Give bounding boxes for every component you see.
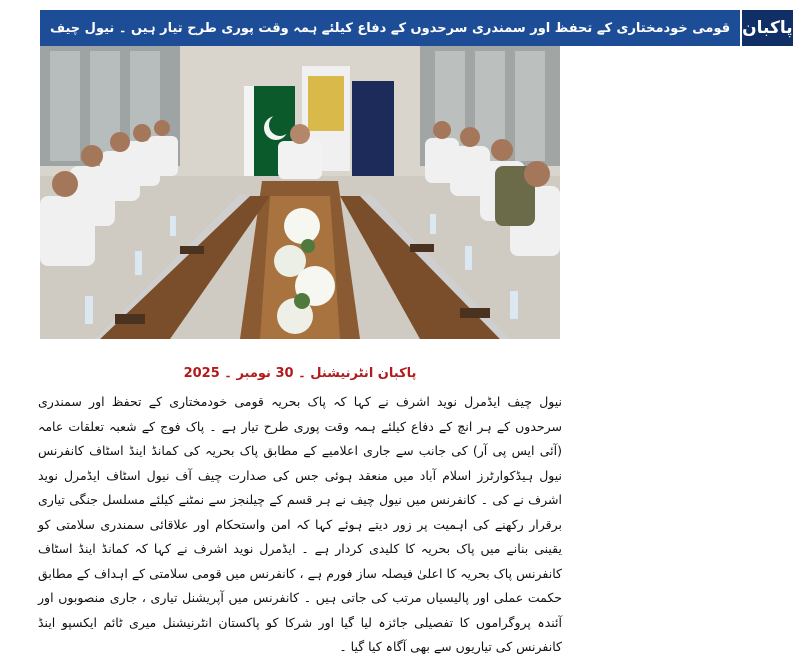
headline-text: قومی خودمختاری کے تحفظ اور سمندری سرحدوں کے دفاع کیلئے ہمہ وقت پوری طرح تیار ہیں ۔ نیول چیف — [40, 10, 740, 46]
naval-conference-photo — [40, 46, 560, 339]
news-photo — [40, 46, 560, 339]
headline-banner — [40, 10, 793, 46]
dateline: پاکبان انٹرنیشنل ۔ 30 نومبر ۔ 2025 — [183, 366, 417, 381]
brand-logo: پاکبان — [740, 10, 793, 46]
article-body: نیول چیف ایڈمرل نوید اشرف نے کہا کہ پاک بحریہ قومی خودمختاری کے تحفظ اور سمندری سرحدوں کے ہر انچ کے دفاع کیلئے ہمہ وقت پوری طرح تیار ہے ۔ پاک فوج کے شعبہ تعلقات عامہ (آئی ایس پی آر) کی جانب سے جاری اعلامیے کے مطابق پاک بحریہ کی کمانڈ اینڈ اسٹاف کانفرنس نیول ہیڈکوارٹرز اسلام آباد میں منعقد ہوئی جس کی صدارت چیف آف نیول اسٹاف ایڈمرل نوید اشرف نے کی ۔ کانفرنس میں نیول چیف نے ہر قسم کے چیلنجز سے نمٹنے کیلئے مسلسل جنگی تیاری برقرار رکھنے کی اہمیت پر زور دیتے ہوئے کہا کہ امن واستحکام اور علاقائی سمندری سلامتی کو یقینی بنانے میں پاک بحریہ کا کلیدی کردار ہے ۔ ایڈمرل نوید اشرف نے کہا کہ کمانڈ اینڈ اسٹاف کانفرنس پاک بحریہ کا اعلیٰ فیصلہ ساز فورم ہے ، کانفرنس میں قومی سلامتی کے اہداف کے مطابق حکمت عملی اور پالیسیاں مرتب کی جاتی ہیں ۔ کانفرنس میں آپریشنل تیاری ، جاری منصوبوں اور آئندہ پروگراموں کا تفصیلی جائزہ لیا گیا اور شرکا کو پاکستان انٹرنیشنل میری ٹائم ایکسپو اینڈ کانفرنس کی تیاریوں سے بھی آگاہ کیا گیا ۔ — [38, 394, 562, 654]
